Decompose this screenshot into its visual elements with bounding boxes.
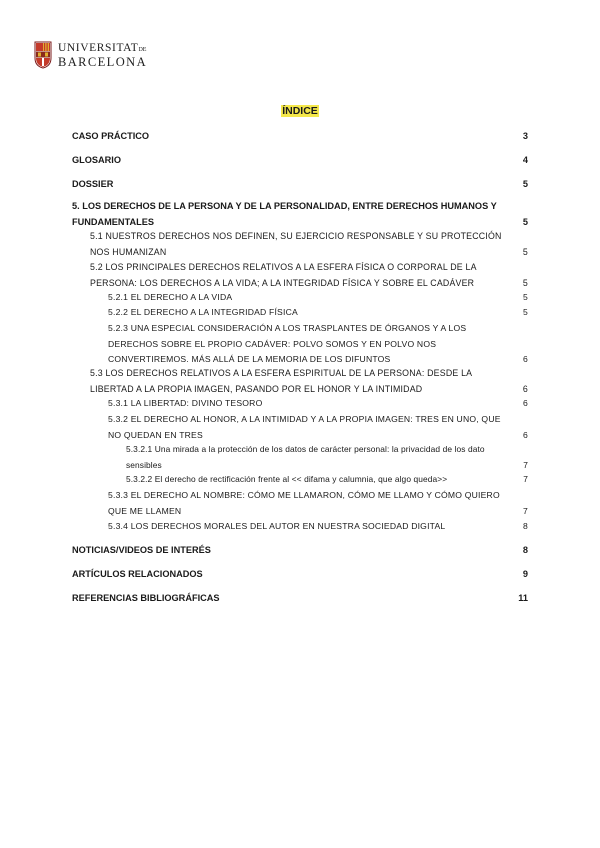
toc-entry-5-2-2[interactable]: 5.2.2 EL DERECHO A LA INTEGRIDAD FÍSICA 5: [108, 307, 528, 317]
university-logo: [34, 38, 147, 72]
toc-entry-5-3-2-1[interactable]: 5.3.2.1 Una mirada a la protección de los datos de carácter personal: la privacidad de los dato sensibles 7: [126, 444, 528, 470]
toc-entry-5-3-2-2[interactable]: 5.3.2.2 El derecho de rectificación frente al << difama y calumnia, que algo queda>> 7: [126, 474, 528, 484]
toc-entry-dossier[interactable]: DOSSIER 5: [72, 179, 528, 189]
toc-title: ÍNDICE: [282, 105, 318, 117]
toc-entry-caso-practico[interactable]: CASO PRÁCTICO 3: [72, 131, 528, 141]
toc-entry-referencias[interactable]: REFERENCIAS BIBLIOGRÁFICAS 11: [72, 593, 528, 603]
toc-entry-5-3-4[interactable]: 5.3.4 LOS DERECHOS MORALES DEL AUTOR EN NUESTRA SOCIEDAD DIGITAL 8: [108, 521, 528, 531]
logo-text-line2: BARCELONA: [58, 55, 147, 69]
toc-entry-5-3-2[interactable]: 5.3.2 EL DERECHO AL HONOR, A LA INTIMIDAD Y A LA PROPIA IMAGEN: TRES EN UNO, QUE NO QUEDAN EN TRES 6: [108, 414, 528, 440]
toc-entry-glosario[interactable]: GLOSARIO 4: [72, 155, 528, 165]
toc-entry-5-2-3[interactable]: 5.2.3 UNA ESPECIAL CONSIDERACIÓN A LOS TRASPLANTES DE ÓRGANOS Y A LOS DERECHOS SOBRE EL PROPIO CADÁVER: POLVO SOMOS Y EN POLVO NOS CONVERTIREMOS. MÁS ALLÁ DE LA MEMORIA DE LOS DIFUNTOS 6: [108, 323, 528, 364]
toc-entry-5-1[interactable]: 5.1 NUESTROS DERECHOS NOS DEFINEN, SU EJERCICIO RESPONSABLE Y SU PROTECCIÓN NOS HUMANIZAN 5: [90, 231, 528, 257]
toc-entry-5-2[interactable]: 5.2 LOS PRINCIPALES DERECHOS RELATIVOS A LA ESFERA FÍSICA O CORPORAL DE LA PERSONA: LOS DERECHOS A LA VIDA; A LA INTEGRIDAD FÍSICA Y SOBRE EL CADÁVER 5: [90, 262, 528, 288]
logo-text-line1: UNIVERSITATDE: [58, 42, 147, 54]
toc-entry-articulos[interactable]: ARTÍCULOS RELACIONADOS 9: [72, 569, 528, 579]
toc-entry-5-3-3[interactable]: 5.3.3 EL DERECHO AL NOMBRE: CÓMO ME LLAMARON, CÓMO ME LLAMO Y CÓMO QUIERO QUE ME LLAMEN 7: [108, 490, 528, 516]
university-shield-icon: [34, 41, 52, 69]
toc-entry-section-5[interactable]: 5. LOS DERECHOS DE LA PERSONA Y DE LA PERSONALIDAD, ENTRE DERECHOS HUMANOS Y FUNDAMENTALES 5: [72, 201, 528, 227]
toc-entry-5-3[interactable]: 5.3 LOS DERECHOS RELATIVOS A LA ESFERA ESPIRITUAL DE LA PERSONA: DESDE LA LIBERTAD A LA PROPIA IMAGEN, PASANDO POR EL HONOR Y LA INTIMIDAD 6: [90, 368, 528, 394]
toc-entry-noticias[interactable]: NOTICIAS/VIDEOS DE INTERÉS 8: [72, 545, 528, 555]
toc-entry-5-3-1[interactable]: 5.3.1 LA LIBERTAD: DIVINO TESORO 6: [108, 398, 528, 408]
toc-entry-5-2-1[interactable]: 5.2.1 EL DERECHO A LA VIDA 5: [108, 292, 528, 302]
